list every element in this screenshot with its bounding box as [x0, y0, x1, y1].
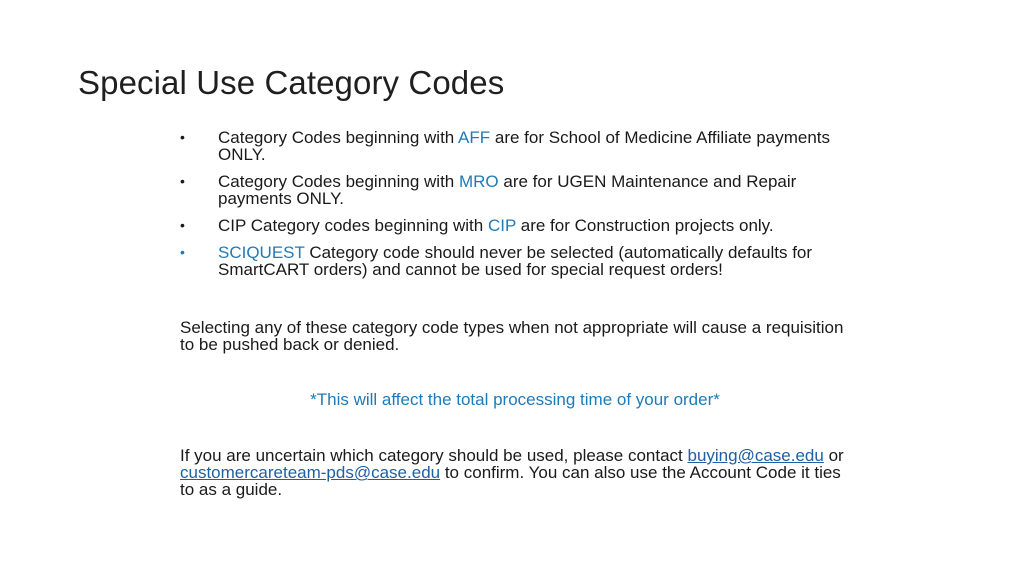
- bullet-text-pre: CIP Category codes beginning with: [218, 216, 488, 235]
- bullet-code-highlight: AFF: [458, 128, 491, 147]
- bullet-text-pre: Category Codes beginning with: [218, 172, 459, 191]
- buying-email-link[interactable]: buying@case.edu: [687, 446, 824, 465]
- bullet-dot-icon: •: [180, 217, 185, 233]
- processing-time-note: *This will affect the total processing time of your order*: [310, 390, 720, 409]
- contact-text-mid: or: [823, 446, 844, 465]
- bullet-text-pre: Category Codes beginning with: [218, 128, 459, 147]
- contact-paragraph: [180, 447, 850, 498]
- slide-title: Special Use Category Codes: [78, 64, 505, 101]
- contact-text-pre: If you are uncertain which category should be used, please contact: [180, 446, 688, 465]
- bullet-item-sciquest: [180, 244, 850, 278]
- contact-text-post: to confirm. You can also use the Account Code it ties to as a guide.: [180, 463, 841, 499]
- bullet-dot-icon: •: [180, 173, 185, 189]
- bullet-code-highlight: CIP: [487, 216, 517, 235]
- bullet-item-cip: [180, 217, 850, 234]
- bullet-list: [180, 129, 850, 288]
- bullet-text-post: Category code should never be selected (automatically defaults for SmartCART orders) and cannot be used for special request orders!: [218, 243, 813, 279]
- bullet-dot-icon: •: [180, 244, 185, 260]
- bullet-dot-icon: •: [180, 129, 185, 145]
- bullet-text-post: are for Construction projects only.: [516, 216, 774, 235]
- warning-paragraph: Selecting any of these category code types when not appropriate will cause a requisition to be pushed back or denied.: [180, 318, 844, 354]
- bullet-text-post: are for School of Medicine Affiliate payments ONLY.: [218, 128, 831, 164]
- bullet-text-post: are for UGEN Maintenance and Repair payments ONLY.: [218, 172, 797, 208]
- bullet-code-highlight: SCIQUEST: [218, 243, 305, 262]
- bullet-code-highlight: MRO: [458, 172, 499, 191]
- bullet-item-aff: [180, 129, 850, 163]
- bullet-item-mro: [180, 173, 850, 207]
- customercare-email-link[interactable]: customercareteam-pds@case.edu: [180, 463, 441, 482]
